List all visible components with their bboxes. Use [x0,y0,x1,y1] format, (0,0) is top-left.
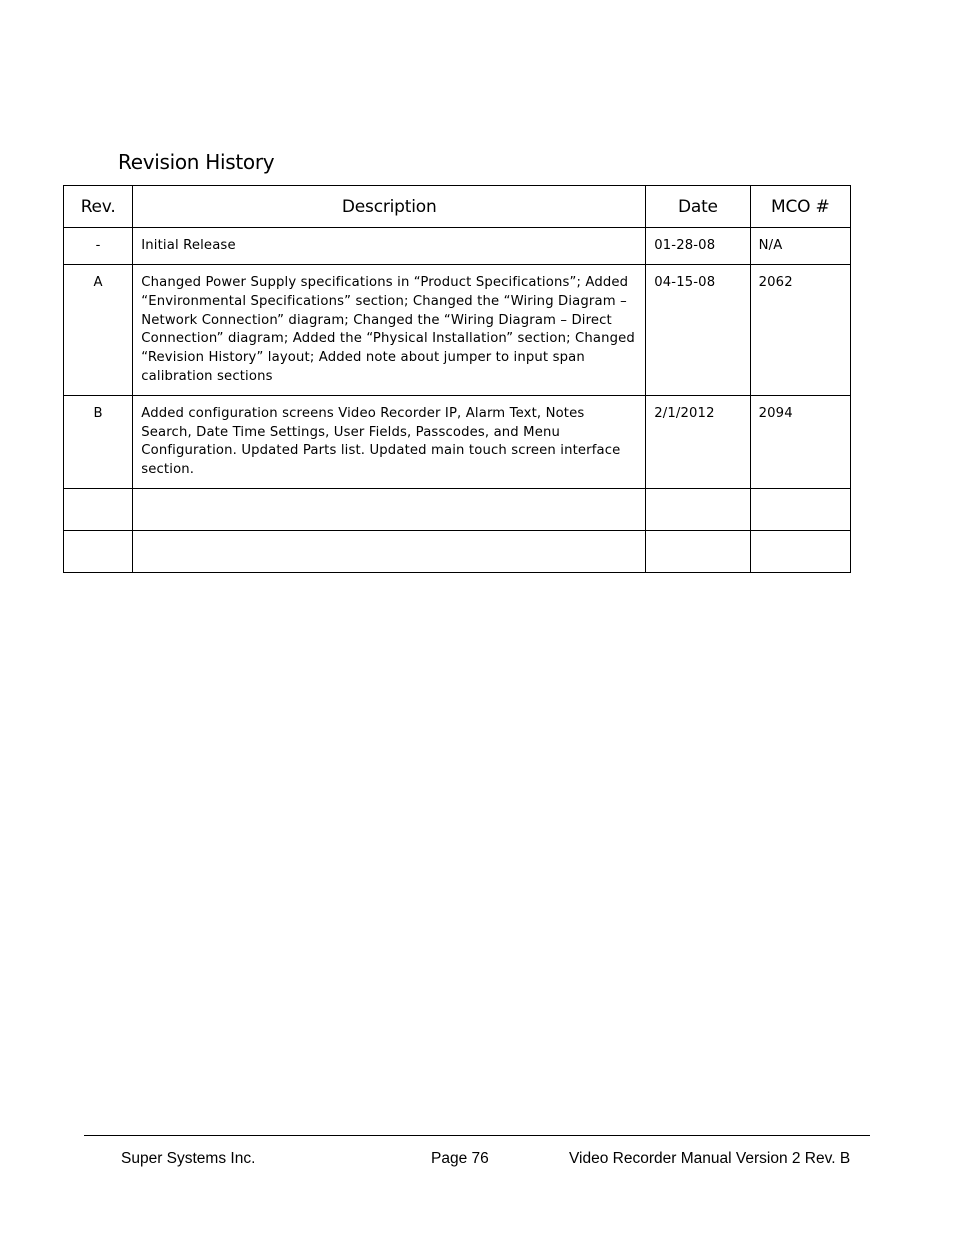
rev-cell [64,488,133,530]
header-mco: MCO # [750,186,850,228]
description-cell [133,530,646,572]
section-heading: Revision History [118,150,275,174]
date-cell: 04-15-08 [646,265,750,396]
mco-cell: N/A [750,228,850,265]
header-description: Description [133,186,646,228]
date-cell: 2/1/2012 [646,395,750,488]
footer-company: Super Systems Inc. [121,1150,256,1167]
mco-cell [750,488,850,530]
description-cell: Initial Release [133,228,646,265]
mco-cell [750,530,850,572]
description-cell: Added configuration screens Video Recorder IP, Alarm Text, Notes Search, Date Time Settings, User Fields, Passcodes, and Menu Configuration. Updated Parts list. Updated main touch screen interface section. [133,395,646,488]
description-cell [133,488,646,530]
footer-divider [84,1135,870,1136]
rev-cell: B [64,395,133,488]
table-row [64,395,851,488]
header-date: Date [646,186,750,228]
date-cell [646,488,750,530]
footer-page-number: Page 76 [431,1150,489,1167]
rev-cell [64,530,133,572]
table-row [64,265,851,396]
header-rev: Rev. [64,186,133,228]
revision-history-table [63,185,851,573]
table-row [64,488,851,530]
footer-manual-title: Video Recorder Manual Version 2 Rev. B [569,1150,851,1167]
date-cell [646,530,750,572]
description-cell: Changed Power Supply specifications in “Product Specifications”; Added “Environmental Specifications” section; Changed the “Wiring Diagram – Network Connection” diagram; Changed the “Wiring Diagram – Direct Connection” diagram; Added the “Physical Installation” section; Changed “Revision History” layout; Added note about jumper to input span calibration sections [133,265,646,396]
mco-cell: 2062 [750,265,850,396]
date-cell: 01-28-08 [646,228,750,265]
mco-cell: 2094 [750,395,850,488]
rev-cell: A [64,265,133,396]
table-row [64,228,851,265]
table-header-row [64,186,851,228]
table-row [64,530,851,572]
rev-cell: - [64,228,133,265]
